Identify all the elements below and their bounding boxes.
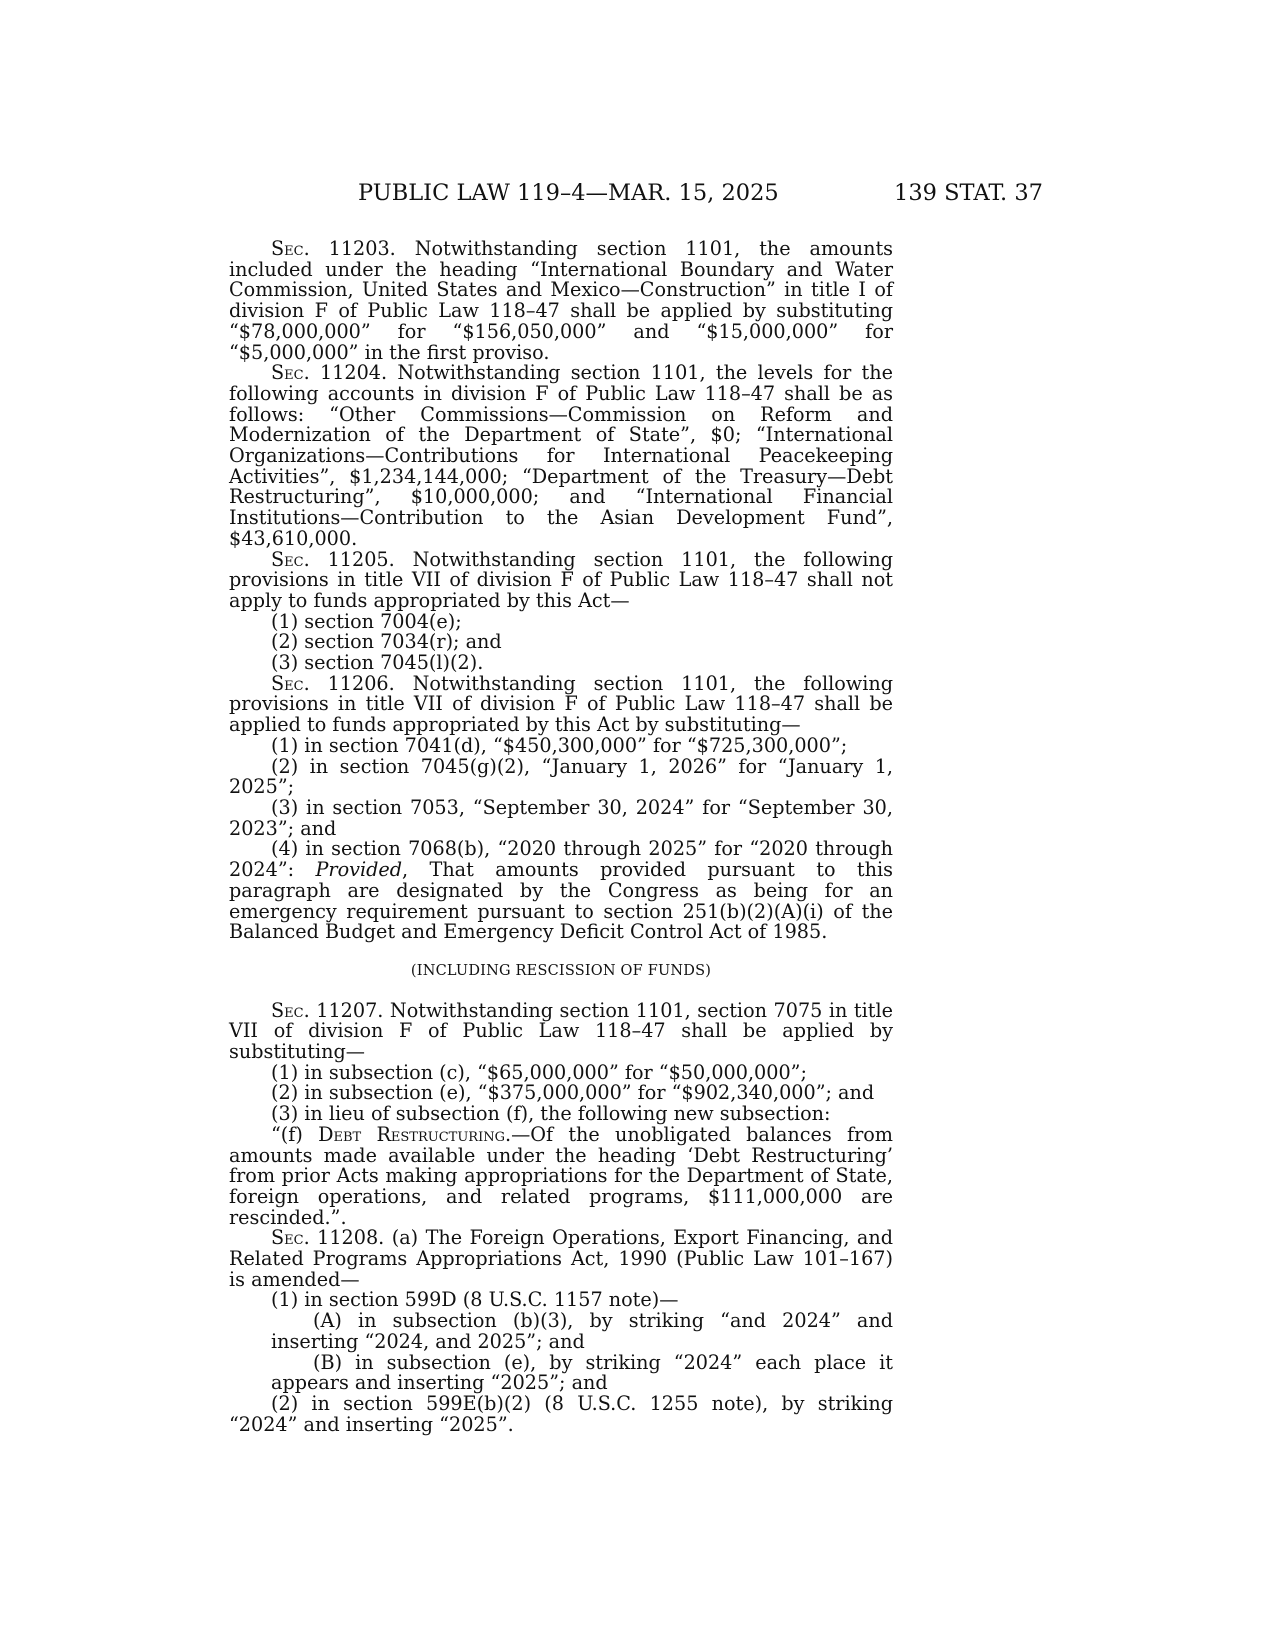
sec-label: Sec. xyxy=(271,361,310,385)
section-11203 xyxy=(229,239,893,363)
quote-text: .—Of the unobligated balances from amounts made available under the heading ‘Debt Restructuring’ from prior Acts making appropriations for the Department of State, foreign operations, and related programs, $111,000,000 are rescinded.”. xyxy=(229,1122,893,1229)
sec-label: Sec. xyxy=(271,1226,310,1250)
section-11205 xyxy=(229,547,893,612)
sec-label: Sec. xyxy=(271,547,310,571)
quoted-subsection xyxy=(229,1122,893,1229)
document-body xyxy=(229,239,893,1435)
provided-term: Provided xyxy=(315,858,403,882)
sec-label: Sec. xyxy=(271,671,310,695)
section-text: (a) The Foreign Operations, Export Financing, and Related Programs Appropriations Act, 1990 (Public Law 101–167) is amended— xyxy=(229,1226,893,1291)
section-number: 11205. xyxy=(327,547,395,571)
list-item: (1) in section 7041(d), “$450,300,000” for “$725,300,000”; xyxy=(271,733,848,757)
list-item: (1) in subsection (c), “$65,000,000” for “$50,000,000”; xyxy=(271,1060,807,1084)
section-text: Notwithstanding section 1101, the amounts included under the heading “International Boundary and Water Commission, United States and Mexico—Construction” in title I of division F of Public Law 118–47 shall be applied by substituting “$78,000,000” for “$156,050,000” and “$15,000,000” for “$5,000,000” in the first proviso. xyxy=(229,237,894,364)
sub-list-item: (A) in subsection (b)(3), by striking “and 2024” and inserting “2024, and 2025”; and xyxy=(271,1309,893,1353)
quote-heading: Debt Restructuring xyxy=(318,1122,505,1146)
section-11206 xyxy=(229,671,893,737)
sec-label: Sec. xyxy=(271,237,310,260)
list-item: (2) in subsection (e), “$375,000,000” for “$902,340,000”; and xyxy=(271,1081,875,1105)
section-text: Notwithstanding section 1101, section 7075 in title VII of division F of Public Law 118–47 shall be applied by substituting— xyxy=(229,998,893,1064)
page-header xyxy=(0,178,1275,208)
section-number: 11206. xyxy=(327,671,395,695)
section-text: Notwithstanding section 1101, the following provisions in title VII of division F of Public Law 118–47 shall not apply to funds appropriated by this Act— xyxy=(229,547,893,612)
quote-open: “(f) xyxy=(271,1122,319,1146)
list-item: (2) in section 599E(b)(2) (8 U.S.C. 1255 note), by striking “2024” and inserting “2025”. xyxy=(229,1391,893,1436)
item4-rest: , That amounts provided pursuant to this paragraph are designated by the Congress as being for an emergency requirement pursuant to section 251(b)(2)(A)(i) of the Balanced Budget and Emergency Deficit Control Act of 1985. xyxy=(229,858,893,944)
list-item: (3) in section 7053, “September 30, 2024” for “September 30, 2023”; and xyxy=(229,795,893,840)
sec-label: Sec. xyxy=(271,998,310,1022)
section-number: 11204. xyxy=(319,361,388,385)
item4-lead: (4) in section 7068(b), “2020 through 2025” for “2020 through 2024”: xyxy=(229,837,893,882)
section-11204 xyxy=(229,363,893,549)
section-number: 11207. xyxy=(316,998,384,1022)
sub-list-item: (B) in subsection (e), by striking “2024” each place it appears and inserting “2025”; and xyxy=(271,1350,893,1395)
section-text: Notwithstanding section 1101, the following provisions in title VII of division F of Public Law 118–47 shall be applied to funds appropriated by this Act by substituting— xyxy=(229,671,893,737)
section-11207 xyxy=(229,998,893,1064)
list-item: (3) section 7045(l)(2). xyxy=(271,651,484,675)
list-item: (2) in section 7045(g)(2), “January 1, 2026” for “January 1, 2025”; xyxy=(229,754,893,799)
section-number: 11208. xyxy=(317,1226,385,1250)
section-text: Notwithstanding section 1101, the levels for the following accounts in division F of Public Law 118–47 shall be as follows: “Other Commissions—Commission on Reform and Modernization of the Department of State”, $0; “International Organizations—Contributions for International Peacekeeping Activities”, $1,234,144,000; “Department of the Treasury—Debt Restructuring”, $10,000,000; and “International Financial Institutions—Contribution to the Asian Development Fund”, $43,610,000. xyxy=(229,361,893,550)
statute-page-number: 139 STAT. 37 xyxy=(894,180,1043,206)
subheading: (INCLUDING RESCISSION OF FUNDS) xyxy=(410,962,712,979)
list-item: (1) section 7004(e); xyxy=(271,609,462,633)
list-item: (3) in lieu of subsection (f), the following new subsection: xyxy=(271,1102,831,1126)
section-11208 xyxy=(229,1228,893,1290)
list-item: (1) in section 599D (8 U.S.C. 1157 note)— xyxy=(271,1288,679,1312)
running-head-title: PUBLIC LAW 119–4—MAR. 15, 2025 xyxy=(358,180,779,206)
list-item xyxy=(229,839,893,943)
list-item: (2) section 7034(r); and xyxy=(271,630,502,654)
section-number: 11203. xyxy=(328,237,396,260)
